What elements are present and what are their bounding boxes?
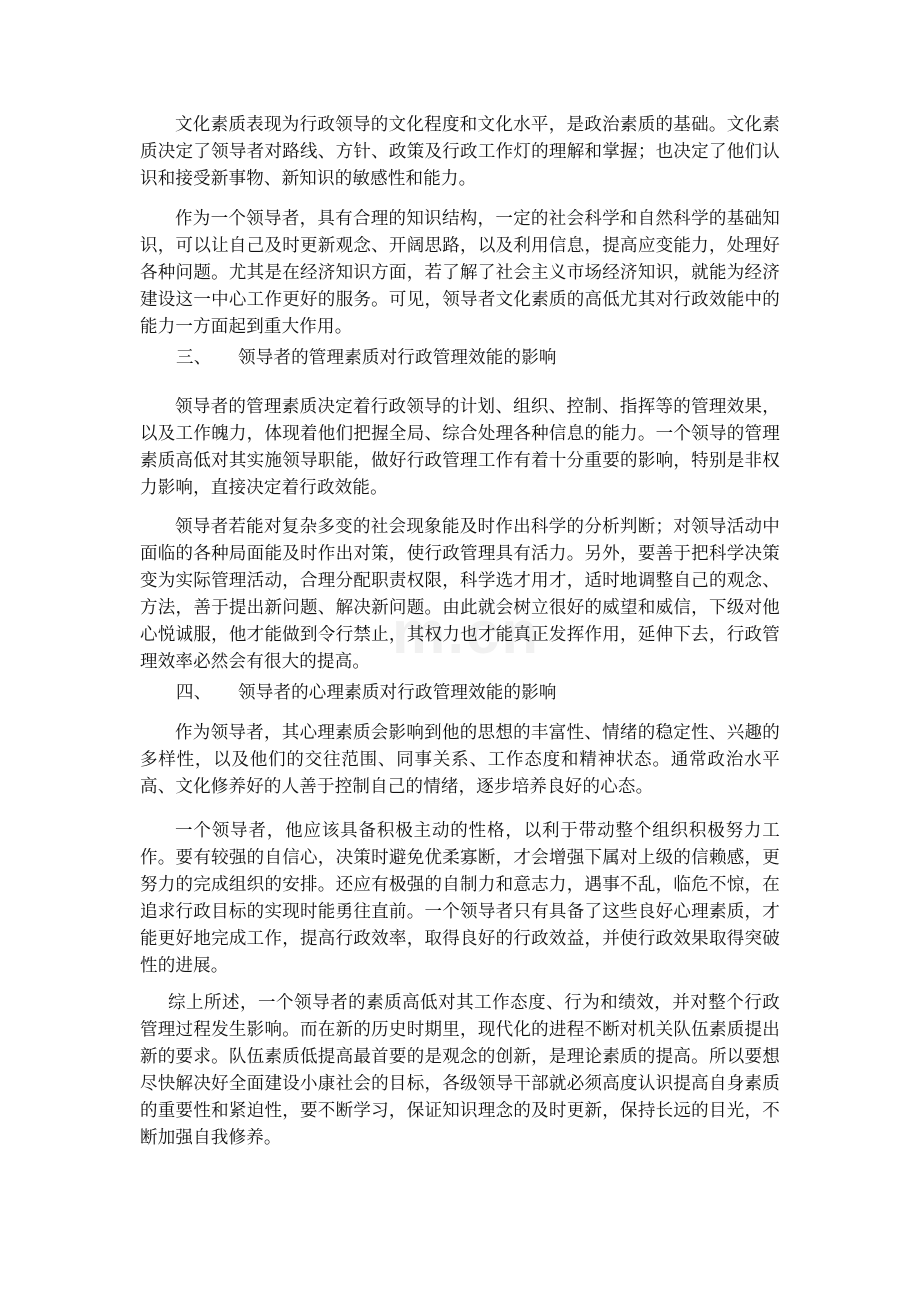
paragraph-knowledge-structure: 作为一个领导者，具有合理的知识结构，一定的社会科学和自然科学的基础知识，可以让自己及时更新观念、开阔思路，以及利用信息，提高应变能力，处理好各种问题。尤其是在经济知识方面，若了解了社会主义市场经济知识，就能为经济建设这一中心工作更好的服务。可见，领导者文化素质的高低尤其对行政效能中的能力一方面起到重大作用。	[140, 209, 780, 337]
section-number: 四、	[176, 683, 212, 703]
paragraph-conclusion: 综上所述，一个领导者的素质高低对其工作态度、行为和绩效，并对整个行政管理过程发生影响。而在新的历史时期里，现代化的进程不断对机关队伍素质提出新的要求。队伍素质低提高最首要的是观念的创新，是理论素质的提高。所以要想尽快解决好全面建设小康社会的目标，各级领导干部就必须高度认识提高自身素质的重要性和紧迫性，要不断学习，保证知识理念的及时更新，保持长远的目光，不断加强自我修养。	[140, 993, 780, 1148]
paragraph-decision-making: 领导者若能对复杂多变的社会现象能及时作出科学的分析判断；对领导活动中面临的各种局面能及时作出对策，使行政管理具有活力。另外，要善于把科学决策变为实际管理活动，合理分配职责权限，科学选才用才，适时地调整自己的观念、方法，善于提出新问题、解决新问题。由此就会树立很好的威望和威信，下级对他心悦诚服，他才能做到令行禁止，其权力也才能真正发挥作用，延伸下去，行政管理效率必然会有很大的提高。	[140, 517, 780, 672]
section-heading-three	[176, 345, 557, 372]
section-heading-four	[176, 680, 557, 707]
paragraph-cultural-quality: 文化素质表现为行政领导的文化程度和文化水平，是政治素质的基础。文化素质决定了领导者对路线、方针、政策及行政工作灯的理解和掌握；也决定了他们认识和接受新事物、新知识的敏感性和能力。	[140, 115, 780, 189]
paragraph-management-quality: 领导者的管理素质决定着行政领导的计划、组织、控制、指挥等的管理效果，以及工作魄力，体现着他们把握全局、综合处理各种信息的能力。一个领导的管理素质高低对其实施领导职能，做好行政管理工作有着十分重要的影响，特别是非权力影响，直接决定着行政效能。	[140, 397, 780, 498]
section-title: 领导者的心理素质对行政管理效能的影响	[238, 683, 557, 703]
paragraph-psychological-quality: 作为领导者，其心理素质会影响到他的思想的丰富性、情绪的稳定性、兴趣的多样性，以及他们的交往范围、同事关系、工作态度和精神状态。通常政治水平高、文化修养好的人善于控制自己的情绪，逐步培养良好的心态。	[140, 723, 780, 797]
section-title: 领导者的管理素质对行政管理效能的影响	[238, 348, 557, 368]
section-number: 三、	[176, 348, 212, 368]
paragraph-personality: 一个领导者，他应该具备积极主动的性格，以利于带动整个组织积极努力工作。要有较强的自信心，决策时避免优柔寡断，才会增强下属对上级的信赖感，更努力的完成组织的安排。还应有极强的自制力和意志力，遇事不乱，临危不惊，在追求行政目标的实现时能勇往直前。一个领导者只有具备了这些良好心理素质，才能更好地完成工作，提高行政效率，取得良好的行政效益，并使行政效果取得突破性的进展。	[140, 821, 780, 976]
watermark: m.cn	[392, 599, 541, 666]
